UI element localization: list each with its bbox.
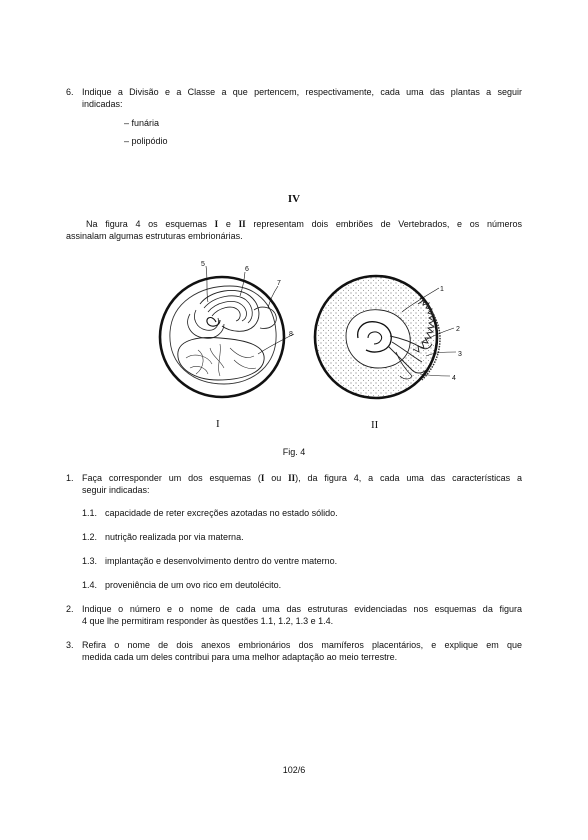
question-text-line: Indique o número e o nome de cada uma das estruturas evidenciadas nos esquemas da figura [82, 604, 522, 614]
plant-item: – funária [124, 118, 160, 128]
question-number: 1. [66, 473, 74, 483]
intro-text: e [218, 219, 239, 229]
scheme-ref: I [214, 219, 219, 229]
outer-shell [160, 277, 284, 397]
subitem-number: 1.4. [82, 580, 98, 590]
figure-4-embryo-diagrams [150, 252, 470, 442]
plant-item: – polipódio [124, 136, 168, 146]
scheme-label-I: I [216, 418, 220, 430]
embryo-scheme-II [315, 276, 440, 398]
callout-number: 3 [458, 351, 462, 358]
question-text-line: seguir indicadas: [82, 485, 150, 495]
scheme-ref: II [288, 473, 296, 483]
callouts-I [201, 261, 294, 354]
subitem-text: capacidade de reter excreções azotadas no estado sólido. [105, 508, 338, 518]
question-number: 3. [66, 640, 74, 650]
allantois [254, 307, 276, 328]
callout-number: 4 [452, 375, 456, 382]
page-number: 102/6 [282, 765, 306, 775]
question-number: 2. [66, 604, 74, 614]
section-intro-line: assinalam algumas estruturas embrionárias. [66, 231, 243, 241]
section-heading: IV [287, 193, 301, 205]
callout-number: 6 [245, 266, 249, 273]
subitem-number: 1.1. [82, 508, 98, 518]
scheme-ref: II [238, 219, 246, 229]
section-intro [66, 218, 522, 230]
question-text-line: Indique a Divisão e a Classe a que pertencem, respectivamente, cada uma das plantas a seguir [82, 87, 522, 97]
question-text-line: medida cada um deles contribui para uma melhor adaptação ao meio terrestre. [82, 652, 398, 662]
callout-number: 7 [277, 280, 281, 287]
callout-number: 5 [201, 261, 205, 268]
subitem-number: 1.2. [82, 532, 98, 542]
embryo-scheme-I [160, 277, 284, 397]
yolk-sac [178, 338, 264, 380]
inner-membrane [170, 286, 276, 384]
question-text-line: 4 que lhe permitiram responder às questões 1.1, 1.2, 1.3 e 1.4. [82, 616, 334, 626]
callout-number: 1 [440, 286, 444, 293]
question-text-line: Faça corresponder um dos esquemas (I ou II), da figura 4, a cada uma das características a [82, 473, 523, 483]
intro-text: representam dois embriões de Vertebrados, e os números [245, 219, 523, 229]
intro-text: Na figura 4 os esquemas [86, 219, 215, 229]
callout-number: 2 [456, 326, 460, 333]
subitem-text: implantação e desenvolvimento dentro do ventre materno. [105, 556, 338, 566]
question-number: 6. [66, 87, 74, 97]
question-text-line: Refira o nome de dois anexos embrionários dos mamíferos placentários, e explique em que [82, 640, 522, 650]
figure-caption: Fig. 4 [282, 447, 306, 457]
subitem-text: nutrição realizada por via materna. [105, 532, 244, 542]
scheme-label-II: II [371, 419, 379, 431]
subitem-text: proveniência de um ovo rico em deutolécito. [105, 580, 282, 590]
subitem-number: 1.3. [82, 556, 98, 566]
scheme-ref: I [260, 473, 265, 483]
yolk-vessels [186, 344, 256, 376]
question-text-line: indicadas: [82, 99, 123, 109]
callout-number: 8 [289, 331, 293, 338]
